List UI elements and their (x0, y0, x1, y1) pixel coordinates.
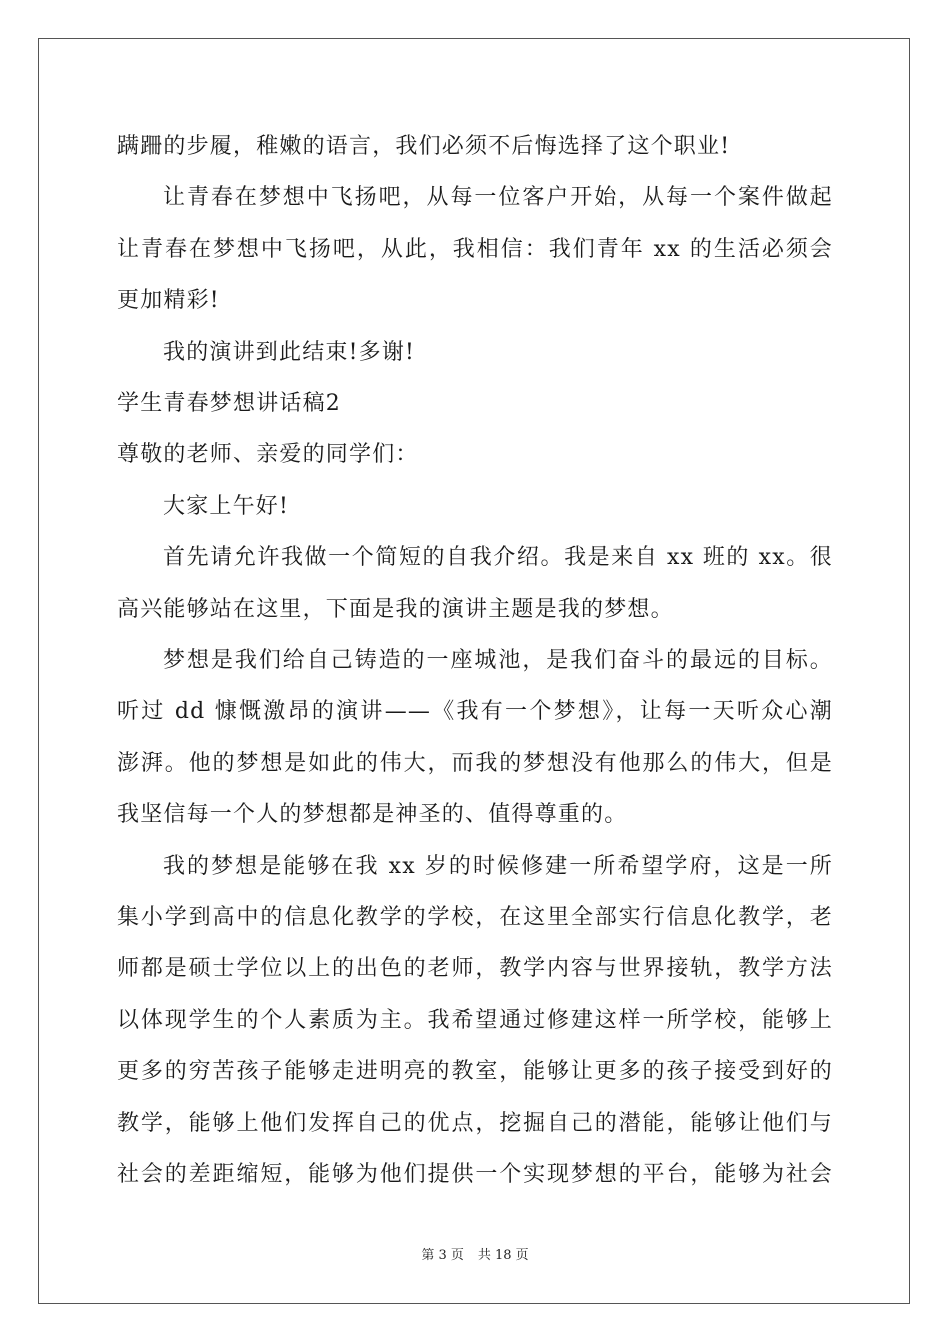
text-line: 我的演讲到此结束!多谢! (163, 339, 416, 365)
text-line: 澎湃。他的梦想是如此的伟大，而我的梦想没有他那么的伟大，但是 (117, 750, 833, 776)
text-line: 让青春在梦想中飞扬吧，从此，我相信：我们青年 xx 的生活必须会 (117, 236, 833, 262)
text-line: 教学，能够上他们发挥自己的优点，挖掘自己的潜能，能够让他们与 (117, 1110, 833, 1136)
text-line: 我坚信每一个人的梦想都是神圣的、值得尊重的。 (117, 802, 628, 828)
text-line: 我的梦想是能够在我 xx 岁的时候修建一所希望学府，这是一所 (163, 853, 833, 879)
text-line: 社会的差距缩短，能够为他们提供一个实现梦想的平台，能够为社会 (117, 1162, 833, 1187)
text-line: 梦想是我们给自己铸造的一座城池，是我们奋斗的最远的目标。 (163, 648, 833, 673)
text-line: 更加精彩! (117, 288, 220, 314)
text-line: 以体现学生的个人素质为主。我希望通过修建这样一所学校，能够上 (117, 1007, 833, 1033)
text-line: 听过 dd 慷慨激昂的演讲——《我有一个梦想》，让每一天听众心潮 (117, 699, 833, 725)
text-line: 首先请允许我做一个简短的自我介绍。我是来自 xx 班的 xx。很 (163, 545, 833, 571)
page-total: 共 18 页 (477, 1248, 529, 1263)
text-line: 高兴能够站在这里，下面是我的演讲主题是我的梦想。 (117, 596, 674, 622)
page-number: 第 3 页 (421, 1248, 464, 1263)
text-line: 蹒跚的步履，稚嫩的语言，我们必须不后悔选择了这个职业! (117, 134, 731, 159)
text-line: 大家上午好! (163, 493, 290, 519)
page-footer (0, 1246, 950, 1266)
text-line: 让青春在梦想中飞扬吧，从每一位客户开始，从每一个案件做起 (163, 185, 833, 211)
text-line: 学生青春梦想讲话稿2 (117, 391, 341, 416)
text-line: 师都是硕士学位以上的出色的老师，教学内容与世界接轨，教学方法 (117, 956, 833, 982)
text-line: 更多的穷苦孩子能够走进明亮的教室，能够让更多的孩子接受到好的 (117, 1059, 833, 1085)
text-line: 集小学到高中的信息化教学的学校，在这里全部实行信息化教学，老 (117, 905, 833, 930)
text-line: 尊敬的老师、亲爱的同学们： (117, 442, 419, 468)
